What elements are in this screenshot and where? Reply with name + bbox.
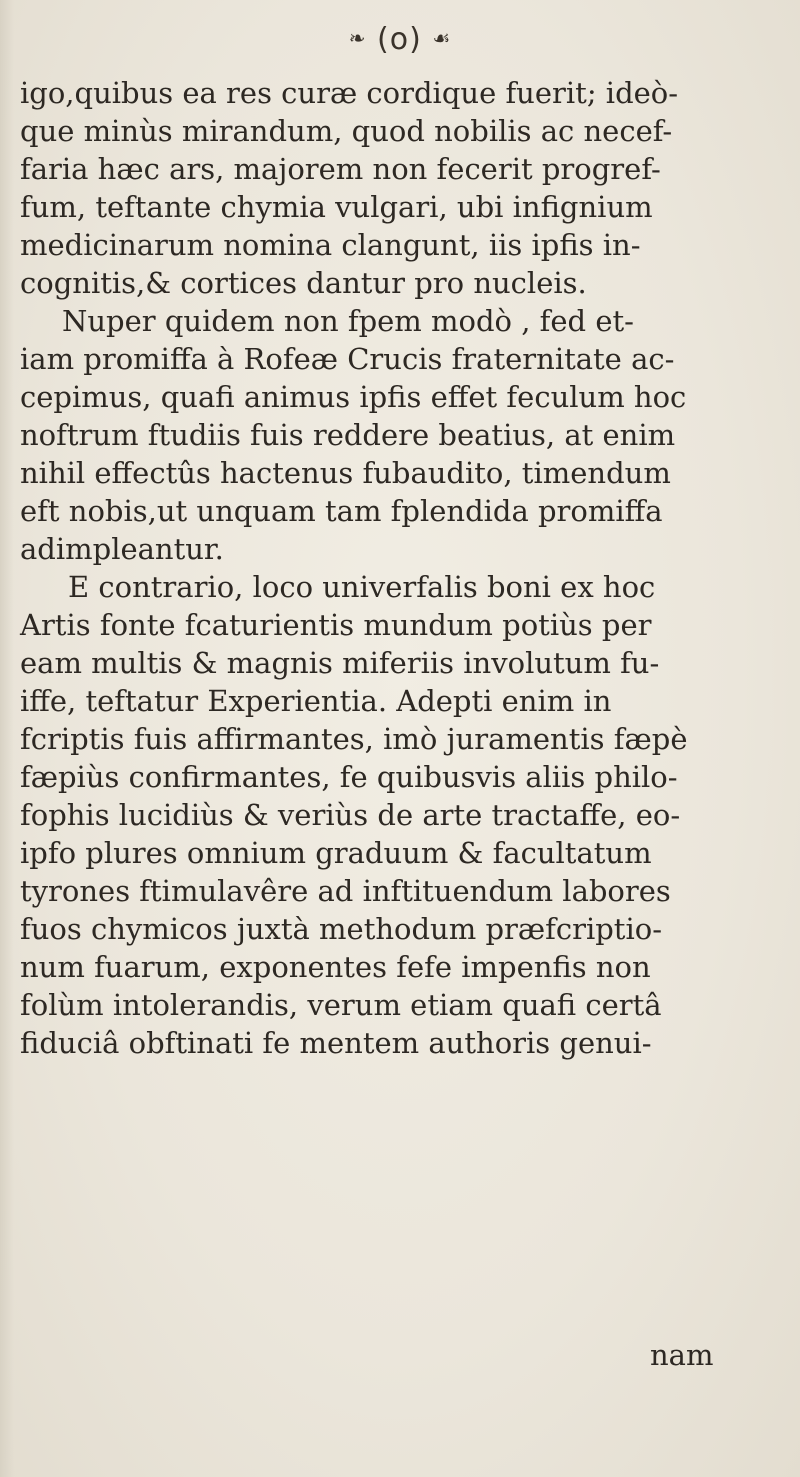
text-line: nihil effectûs hactenus fubaudito, timendum [20,456,671,490]
ornament-right-icon: ☙ [432,26,452,50]
page-number: (o) [377,22,422,57]
catchword: nam [650,1338,714,1372]
text-line: faria hæc ars, majorem non fecerit progref- [20,152,661,186]
text-line: noftrum ftudiis fuis reddere beatius, at enim [20,418,676,452]
text-line: adimpleantur. [20,532,224,566]
text-line: num fuarum, exponentes fefe impenfis non [20,950,651,984]
text-line: fophis lucidiùs & veriùs de arte tractaffe, eo- [20,798,681,832]
text-line: igo,quibus ea res curæ cordique fuerit; ideò- [20,76,679,110]
text-line: fiduciâ obftinati fe mentem authoris genui- [20,1026,652,1060]
text-line: cepimus, quafi animus ipfis effet feculum hoc [20,380,687,414]
page-header [0,22,800,57]
text-line: eam multis & magnis miferiis involutum fu- [20,646,660,680]
text-line: eft nobis,ut unquam tam fplendida promiffa [20,494,663,528]
text-line: ipfo plures omnium graduum & facultatum [20,836,652,870]
text-line: que minùs mirandum, quod nobilis ac necef- [20,114,673,148]
text-line: E contrario, loco univerfalis boni ex hoc [68,570,656,604]
text-line: fæpiùs confirmantes, fe quibusvis aliis philo- [20,760,678,794]
text-line: iam promiffa à Rofeæ Crucis fraternitate ac- [20,342,675,376]
text-line: tyrones ftimulavêre ad inftituendum labores [20,874,671,908]
text-line: medicinarum nomina clangunt, iis ipfis in- [20,228,641,262]
text-line: fum, teftante chymia vulgari, ubi infignium [20,190,653,224]
text-line: fuos chymicos juxtà methodum præfcriptio- [20,912,662,946]
page-gutter-shadow [0,0,14,1477]
text-line: iffe, teftatur Experientia. Adepti enim in [20,684,612,718]
text-line: folùm intolerandis, verum etiam quafi certâ [20,988,662,1022]
text-line: Nuper quidem non fpem modò , fed et- [62,304,634,338]
text-line: fcriptis fuis affirmantes, imò juramentis fæpè [20,722,688,756]
text-line: Artis fonte fcaturientis mundum potiùs per [20,608,652,642]
ornament-left-icon: ❧ [348,26,367,50]
text-line: cognitis,& cortices dantur pro nucleis. [20,266,587,300]
